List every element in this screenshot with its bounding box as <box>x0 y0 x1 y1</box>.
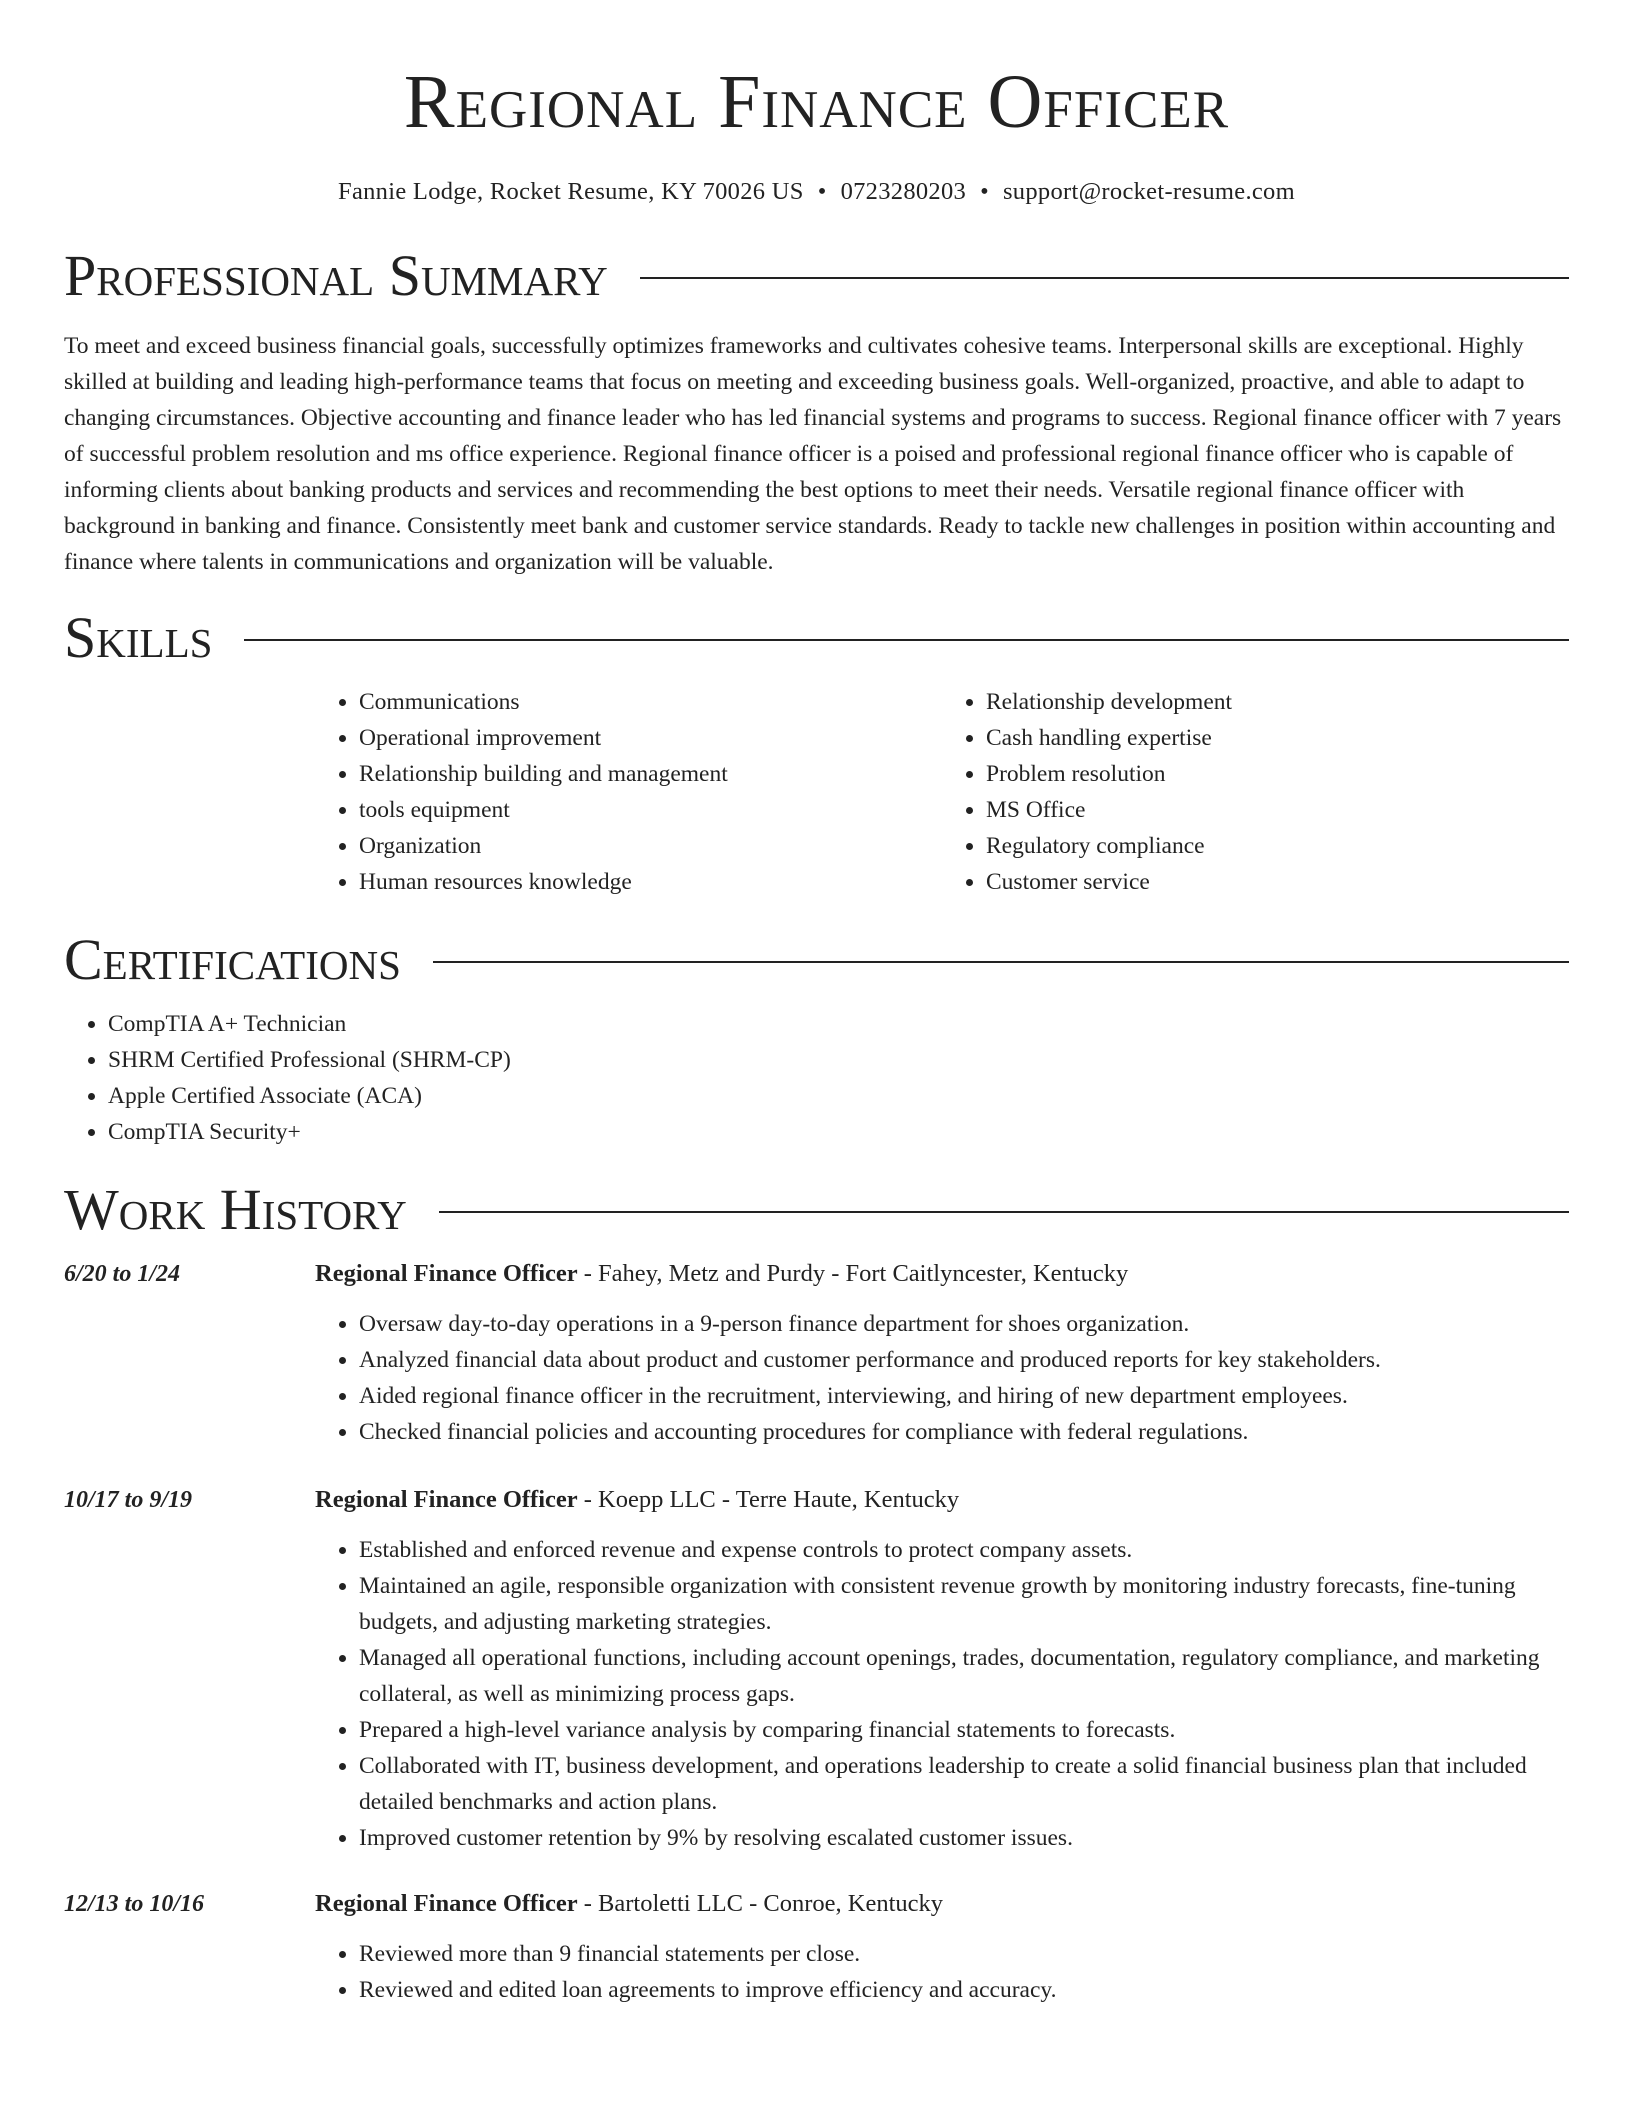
section-divider <box>439 1211 1569 1213</box>
certification-item: • Apple Certified Associate (ACA) <box>108 1078 1569 1114</box>
job-body <box>315 1258 1569 1450</box>
skill-item: • Cash handling expertise <box>986 720 1569 756</box>
job-title: Regional Finance Officer <box>315 1260 578 1287</box>
job-bullet: • Reviewed and edited loan agreements to improve efficiency and accuracy. <box>359 1972 1569 2008</box>
certifications-section-header <box>64 927 1569 992</box>
resume-title: Regional Finance Officer <box>403 60 1230 144</box>
job-entry <box>64 1258 1569 1450</box>
job-bullet: • Maintained an agile, responsible organization with consistent revenue growth by monitoring industry forecasts, fine-tuning budgets, and adjusting marketing strategies. <box>359 1568 1569 1640</box>
certification-item: • SHRM Certified Professional (SHRM-CP) <box>108 1042 1569 1078</box>
skills-column-left <box>315 684 942 900</box>
job-entry <box>64 1484 1569 1856</box>
contact-phone: 0723280203 <box>840 178 967 205</box>
job-heading <box>315 1258 1569 1290</box>
skill-item: • tools equipment <box>359 792 942 828</box>
section-divider <box>433 961 1569 963</box>
skill-item: • Problem resolution <box>986 756 1569 792</box>
job-bullet: • Collaborated with IT, business development, and operations leadership to create a solid financial business plan that included detailed benchmarks and action plans. <box>359 1748 1569 1820</box>
contact-separator: • <box>817 178 827 205</box>
summary-text: To meet and exceed business financial goals, successfully optimizes frameworks and cultivates cohesive teams. Interpersonal skills are exceptional. Highly skilled at building and leading high-performance teams that focus on meeting and exceeding business goals. Well-organized, proactive, and able to adapt to changing circumstances. Objective accounting and finance leader who has led financial systems and programs to success. Regional finance officer with 7 years of successful problem resolution and ms office experience. Regional finance officer is a poised and professional regional finance officer who is capable of informing clients about banking products and services and recommending the best options to meet their needs. Versatile regional finance officer with background in banking and finance. Consistently meet bank and customer service standards. Ready to tackle new challenges in position within accounting and finance where talents in communications and organization will be valuable. <box>64 333 1562 575</box>
job-bullets <box>315 1532 1569 1856</box>
skill-item: • MS Office <box>986 792 1569 828</box>
summary-section-header <box>64 243 1569 308</box>
certifications-heading: Certifications <box>64 927 401 992</box>
job-dates: 10/17 to 9/19 <box>64 1487 193 1513</box>
skill-item: • Customer service <box>986 864 1569 900</box>
job-bullet: • Reviewed more than 9 financial statements per close. <box>359 1936 1569 1972</box>
contact-line <box>64 176 1569 208</box>
contact-separator: • <box>980 178 989 205</box>
job-title: Regional Finance Officer <box>315 1890 578 1917</box>
skill-item: • Communications <box>359 684 942 720</box>
job-bullet: • Managed all operational functions, including account openings, trades, documentation, regulatory compliance, and marketing collateral, as well as minimizing process gaps. <box>359 1640 1569 1712</box>
resume-page <box>64 0 1569 2008</box>
skill-item: • Regulatory compliance <box>986 828 1569 864</box>
skills-column-right <box>942 684 1569 900</box>
skills-section-header <box>64 605 1569 670</box>
job-bullet: • Established and enforced revenue and expense controls to protect company assets. <box>359 1532 1569 1568</box>
summary-heading: Professional Summary <box>64 243 608 308</box>
job-bullet: • Prepared a high-level variance analysis by comparing financial statements to forecasts. <box>359 1712 1569 1748</box>
job-dates: 12/13 to 10/16 <box>64 1891 205 1917</box>
skill-item: • Operational improvement <box>359 720 942 756</box>
contact-email: support@rocket-resume.com <box>1002 178 1295 205</box>
job-body <box>315 1484 1569 1856</box>
job-bullet: • Analyzed financial data about product and customer performance and produced reports for key stakeholders. <box>359 1342 1569 1378</box>
skills-heading: Skills <box>64 605 213 670</box>
section-divider <box>640 277 1569 279</box>
job-bullets <box>315 1936 1569 2008</box>
skills-list <box>315 684 1569 900</box>
job-heading <box>315 1484 1569 1516</box>
job-dates: 6/20 to 1/24 <box>64 1261 181 1287</box>
job-body <box>315 1888 1569 2008</box>
skill-item: • Human resources knowledge <box>359 864 942 900</box>
job-bullet: • Oversaw day-to-day operations in a 9-person finance department for shoes organization. <box>359 1306 1569 1342</box>
job-heading <box>315 1888 1569 1920</box>
work-history-heading: Work History <box>64 1177 407 1242</box>
skill-item: • Relationship development <box>986 684 1569 720</box>
work-history-section-header <box>64 1177 1569 1242</box>
job-bullet: • Aided regional finance officer in the recruitment, interviewing, and hiring of new department employees. <box>359 1378 1569 1414</box>
job-company-location: - Koepp LLC - Terre Haute, Kentucky <box>577 1486 960 1513</box>
certification-item: • CompTIA A+ Technician <box>108 1006 1569 1042</box>
job-company-location: - Fahey, Metz and Purdy - Fort Caitlyncester, Kentucky <box>577 1260 1129 1287</box>
certification-item: • CompTIA Security+ <box>108 1114 1569 1150</box>
skill-item: • Relationship building and management <box>359 756 942 792</box>
job-title: Regional Finance Officer <box>315 1486 578 1513</box>
section-divider <box>244 639 1569 641</box>
certifications-list <box>64 1006 1569 1150</box>
skill-item: • Organization <box>359 828 942 864</box>
job-bullets <box>315 1306 1569 1450</box>
job-bullet: • Checked financial policies and accounting procedures for compliance with federal regulations. <box>359 1414 1569 1450</box>
contact-address: Fannie Lodge, Rocket Resume, KY 70026 US <box>338 178 804 205</box>
job-bullet: • Improved customer retention by 9% by resolving escalated customer issues. <box>359 1820 1569 1856</box>
job-entry <box>64 1888 1569 2008</box>
job-company-location: - Bartoletti LLC - Conroe, Kentucky <box>577 1890 944 1917</box>
